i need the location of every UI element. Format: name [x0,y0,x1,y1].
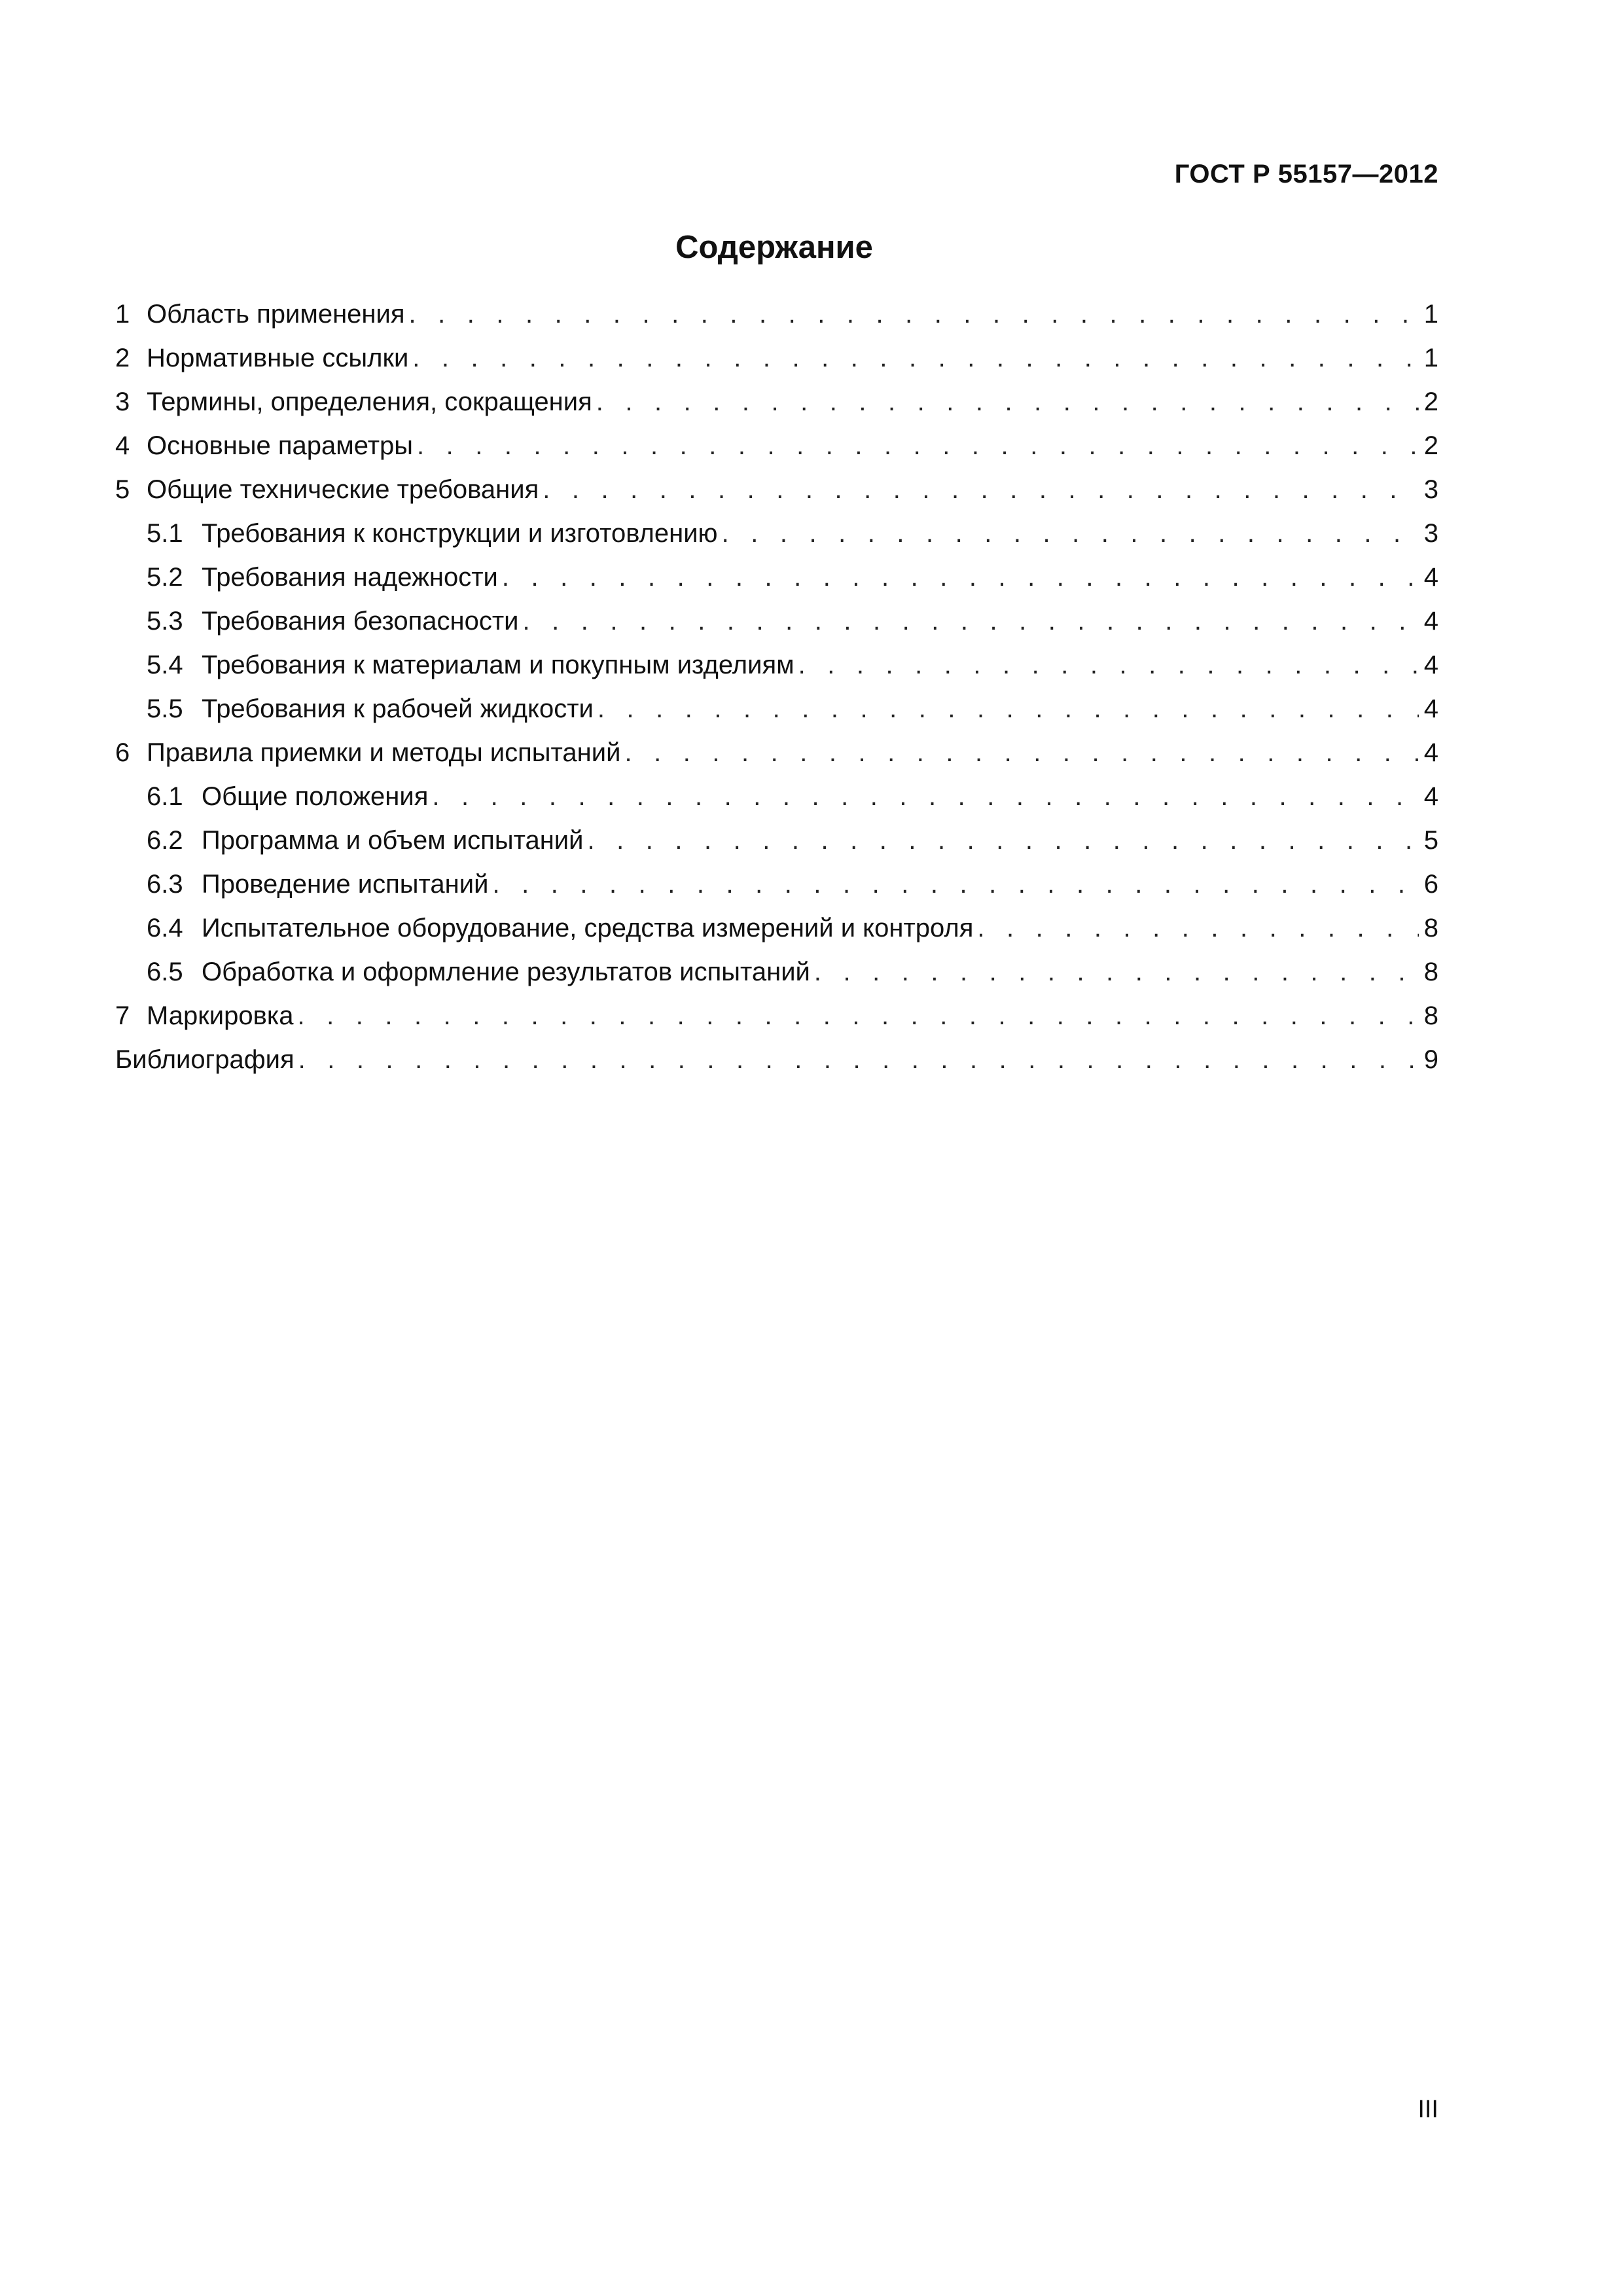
toc-entry-page: 8 [1423,1001,1438,1030]
toc-entry-title: Требования безопасности [202,607,519,636]
toc-subentry[interactable] [115,956,1438,1000]
toc-entry-title: Термины, определения, сокращения [147,387,592,416]
toc-entry-page: 1 [1423,344,1438,372]
toc-entry[interactable] [115,342,1438,386]
dot-leader [502,562,1419,593]
toc-entry-page: 4 [1423,563,1438,592]
toc-entry-number: 5.4 [147,651,183,679]
toc-entry-title: Основные параметры [147,431,414,460]
dot-leader [417,430,1419,461]
toc-entry-number: 3 [115,387,130,416]
toc-entry-title: Правила приемки и методы испытаний [147,738,621,767]
toc-entry-title: Маркировка [147,1001,294,1030]
toc-subentry[interactable] [115,518,1438,562]
toc-entry-page: 2 [1423,387,1438,416]
toc-entry-number: 4 [115,431,130,460]
toc-entry[interactable] [115,298,1438,342]
toc-subentry[interactable] [115,825,1438,869]
toc-entry-page: 8 [1423,958,1438,986]
toc-entry-bibliography[interactable] [115,1044,1438,1088]
dot-leader [297,1000,1418,1031]
dot-leader [597,693,1419,725]
toc-title: Содержание [675,230,873,265]
toc-entry-title: Требования к конструкции и изготовлению [202,519,718,548]
toc-entry-page: 4 [1423,782,1438,811]
dot-leader [624,737,1418,768]
dot-leader [412,342,1418,374]
toc-entry-number: 1 [115,300,130,329]
document-code: ГОСТ Р 55157—2012 [1174,160,1438,188]
toc-entry-number: 5 [115,475,130,504]
toc-entry-title: Программа и объем испытаний [202,826,584,855]
page-number: III [1418,2096,1438,2123]
toc-entry[interactable] [115,430,1438,474]
toc-entry-page: 3 [1423,519,1438,548]
toc-entry[interactable] [115,737,1438,781]
table-of-contents [115,298,1438,1088]
toc-entry-title: Требования к материалам и покупным изделиям [202,651,794,679]
dot-leader [543,474,1418,505]
toc-entry-title: Нормативные ссылки [147,344,409,372]
toc-subentry[interactable] [115,869,1438,912]
toc-entry-title: Требования к рабочей жидкости [202,694,594,723]
dot-leader [523,605,1419,637]
toc-subentry[interactable] [115,605,1438,649]
toc-entry-number: 5.2 [147,563,183,592]
toc-entry-title: Библиография [115,1045,294,1074]
dot-leader [409,298,1419,330]
toc-entry-number: 6 [115,738,130,767]
toc-entry-page: 2 [1423,431,1438,460]
toc-entry[interactable] [115,386,1438,430]
toc-entry-page: 4 [1423,651,1438,679]
toc-entry-page: 6 [1423,870,1438,899]
toc-entry[interactable] [115,474,1438,518]
dot-leader [798,649,1419,681]
toc-entry-page: 4 [1423,694,1438,723]
dot-leader [596,386,1419,418]
toc-entry-page: 5 [1423,826,1438,855]
dot-leader [722,518,1419,549]
dot-leader [977,912,1418,944]
toc-entry-number: 5.5 [147,694,183,723]
toc-entry-page: 1 [1423,300,1438,329]
toc-subentry[interactable] [115,562,1438,605]
toc-entry-number: 5.1 [147,519,183,548]
toc-entry-title: Общие положения [202,782,429,811]
toc-subentry[interactable] [115,693,1438,737]
toc-entry-page: 3 [1423,475,1438,504]
toc-entry-number: 6.3 [147,870,183,899]
toc-entry-number: 5.3 [147,607,183,636]
dot-leader [298,1044,1419,1075]
toc-entry-number: 6.1 [147,782,183,811]
toc-entry-title: Испытательное оборудование, средства измерений и контроля [202,914,974,942]
dot-leader [814,956,1419,988]
toc-subentry[interactable] [115,649,1438,693]
toc-entry-number: 7 [115,1001,130,1030]
toc-entry-title: Область применения [147,300,405,329]
toc-entry-title: Проведение испытаний [202,870,489,899]
toc-entry[interactable] [115,1000,1438,1044]
toc-entry-title: Общие технические требования [147,475,539,504]
toc-entry-page: 4 [1423,738,1438,767]
toc-entry-page: 8 [1423,914,1438,942]
toc-entry-number: 6.2 [147,826,183,855]
dot-leader [587,825,1418,856]
toc-entry-number: 2 [115,344,130,372]
toc-entry-number: 6.5 [147,958,183,986]
toc-entry-title: Требования надежности [202,563,498,592]
toc-entry-title: Обработка и оформление результатов испытаний [202,958,810,986]
toc-subentry[interactable] [115,912,1438,956]
toc-entry-number: 6.4 [147,914,183,942]
toc-entry-page: 4 [1423,607,1438,636]
toc-subentry[interactable] [115,781,1438,825]
dot-leader [492,869,1418,900]
toc-entry-page: 9 [1423,1045,1438,1074]
dot-leader [432,781,1418,812]
